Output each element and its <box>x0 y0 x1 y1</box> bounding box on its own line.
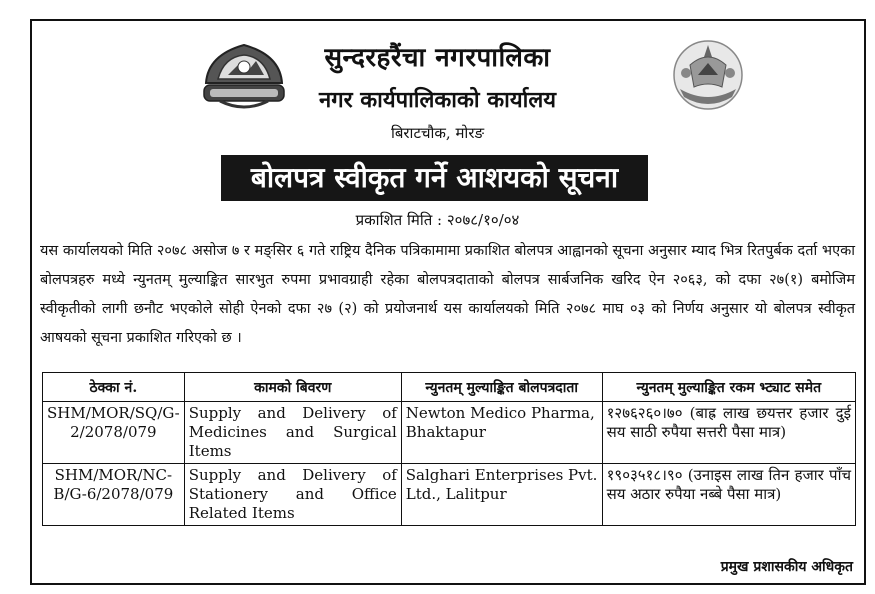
contract-no-cell: SHM/MOR/NC-B/G-6/2078/079 <box>43 464 185 526</box>
amount-cell: १२७६२६०।७० (बाह्र लाख छयत्तर हजार दुई सय साठी रुपैया सत्तरी पैसा मात्र) <box>602 402 855 464</box>
office-address: बिराटचौक, मोरङ <box>390 124 485 142</box>
header-amount: न्युनतम् मुल्याङ्कित रकम भ्ट्याट समेत <box>602 373 855 402</box>
header-description: कामको बिवरण <box>184 373 401 402</box>
description-cell: Supply and Delivery of Medicines and Surgical Items <box>184 402 401 464</box>
description-cell: Supply and Delivery of Stationery and Office Related Items <box>184 464 401 526</box>
bidder-cell: Salghari Enterprises Pvt. Ltd., Lalitpur <box>401 464 602 526</box>
table-row <box>43 402 856 464</box>
table-row <box>43 464 856 526</box>
municipality-name: सुन्दरहरैंचा नगरपालिका <box>324 43 551 73</box>
table-header-row <box>43 373 856 402</box>
amount-cell: १९०३५१८।९० (उनाइस लाख तिन हजार पाँच सय अठार रुपैया नब्बे पैसा मात्र) <box>602 464 855 526</box>
signature-title: प्रमुख प्रशासकीय अधिकृत <box>720 559 853 575</box>
contract-no-cell: SHM/MOR/SQ/G-2/2078/079 <box>43 402 185 464</box>
notice-body: यस कार्यालयको मिति २०७८ असोज ७ र मङ्सिर ६ गते राष्ट्रिय दैनिक पत्रिकामामा प्रकाशित बोलपत्र आह्वानको सूचना अनुसार म्याद भित्र रितपुर्बक दर्ता भएका बोलपत्रहरु मध्ये न्युनतम् मुल्याङ्कित सारभुत रुपमा प्रभावग्राही रहेका बोलपत्रदाताको बोलपत्र सार्बजनिक खरिद ऐन २०६३, को दफा २७(१) बमोजिम स्वीकृतीको लागी छनौट भएकोले सोही ऐनको दफा २७ (२) को प्रयोजनार्थ यस कार्यालयको मिति २०७८ माघ ०३ को निर्णय अनुसार यो बोलपत्र स्वीकृत आषयको सूचना प्रकाशित गरिएको छ । <box>40 243 855 346</box>
tender-table <box>42 372 856 526</box>
header-contract-no: ठेक्का नं. <box>43 373 185 402</box>
notice-title: बोलपत्र स्वीकृत गर्ने आशयको सूचना <box>221 155 648 201</box>
header-bidder: न्युनतम् मुल्याङ्कित बोलपत्रदाता <box>401 373 602 402</box>
office-name: नगर कार्यपालिकाको कार्यालय <box>319 87 556 113</box>
bidder-cell: Newton Medico Pharma, Bhaktapur <box>401 402 602 464</box>
published-date: प्रकाशित मिति : २०७८/१०/०४ <box>355 211 520 229</box>
